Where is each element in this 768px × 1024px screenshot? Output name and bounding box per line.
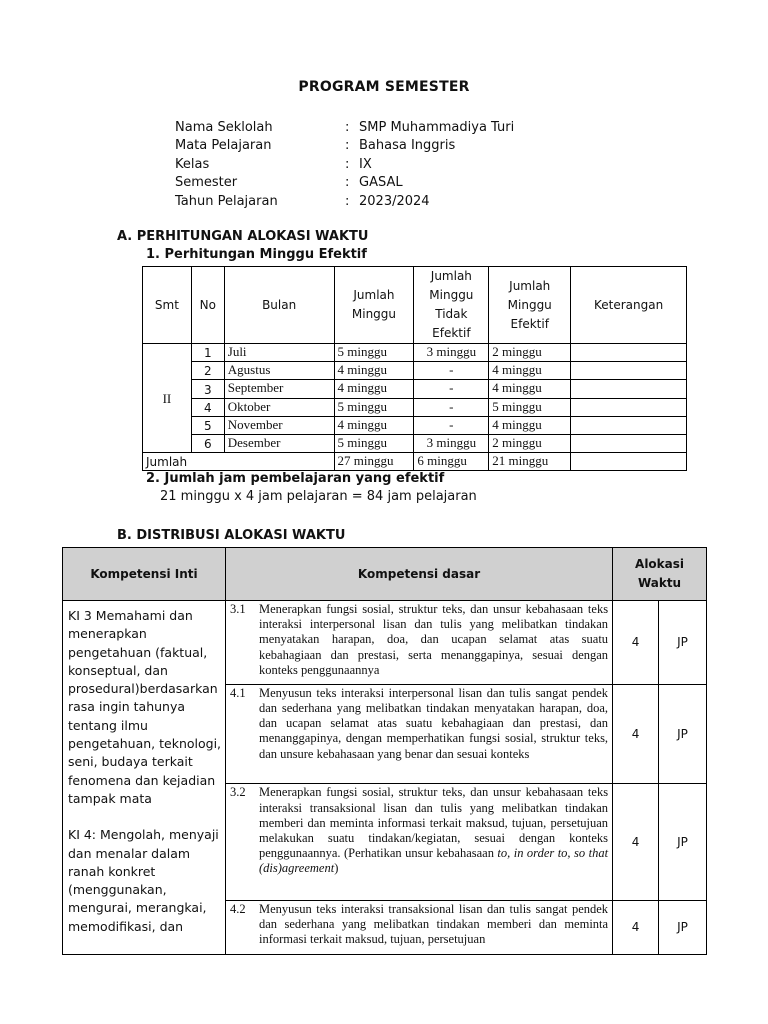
info-label: Kelas [175, 156, 210, 172]
total-jumlah: 27 minggu [334, 453, 414, 471]
info-label: Tahun Pelajaran [175, 193, 278, 209]
hours-calculation: 21 minggu x 4 jam pelajaran = 84 jam pelajaran [160, 489, 477, 504]
header-kd: Kompetensi dasar [225, 548, 612, 601]
row-ket [571, 416, 687, 434]
info-value: IX [359, 156, 372, 172]
row-efektif: 5 minggu [489, 398, 571, 416]
row-ket [571, 380, 687, 398]
info-value: GASAL [359, 175, 403, 191]
kd-text-body: Menerapkan fungsi sosial, struktur teks, dan unsur kebahasaan teks interaksi transaksional lisan dan tulis yang melibatkan tindakan memberi dan meminta informasi terkait maksud, tujuan, persetujuan melakukan suatu tindakan/kegiatan, sesuai dengan konteks penggunaannya. (Perhatikan unsur kebahasaan [258, 785, 609, 861]
aw-number: 4 [613, 900, 659, 954]
kd-number: 4.1 [229, 685, 246, 700]
header-jumlah-minggu: Jumlah Minggu [334, 267, 414, 344]
row-tidak: - [414, 398, 489, 416]
row-efektif: 2 minggu [489, 434, 571, 452]
info-value: Bahasa Inggris [359, 138, 456, 154]
info-colon: : [345, 119, 350, 135]
info-label: Semester [175, 175, 238, 191]
table-total-row [143, 453, 687, 471]
header-bulan: Bulan [224, 267, 334, 344]
kd-text-body: Menerapkan fungsi sosial, struktur teks, dan unsur kebahasaan teks interaksi interpersonal lisan dan tulis yang melibatkan tindakan menyatakan harapan, doa, dan ucapan selamat atas suatu kebahagiaan dan prestasi, serta menanggapinya, sesuai dengan konteks penggunaannya [258, 602, 609, 677]
row-bulan: Juli [224, 344, 334, 362]
row-bulan: Agustus [224, 362, 334, 380]
row-ket [571, 434, 687, 452]
section-b-heading: B. DISTRIBUSI ALOKASI WAKTU [117, 528, 346, 543]
table-row [143, 362, 687, 380]
table-row [143, 416, 687, 434]
row-tidak: - [414, 416, 489, 434]
info-row-semester [175, 174, 514, 193]
aw-unit: JP [659, 900, 707, 954]
table-header-row [63, 548, 707, 601]
header-efektif: Jumlah Minggu Efektif [489, 267, 571, 344]
kompetensi-inti-cell [63, 601, 226, 955]
info-label: Nama Seklolah [175, 119, 273, 135]
info-value: SMP Muhammadiya Turi [359, 119, 515, 135]
row-ket [571, 398, 687, 416]
row-ket [571, 344, 687, 362]
row-jumlah: 5 minggu [334, 398, 414, 416]
kd-number: 3.2 [229, 785, 246, 800]
identity-block [175, 118, 514, 211]
header-ki: Kompetensi Inti [63, 548, 226, 601]
aw-unit: JP [659, 601, 707, 685]
row-no: 2 [191, 362, 224, 380]
row-efektif: 4 minggu [489, 380, 571, 398]
total-label: Jumlah [143, 453, 335, 471]
row-no: 5 [191, 416, 224, 434]
row-efektif: 2 minggu [489, 344, 571, 362]
effective-weeks-table [142, 266, 687, 471]
row-jumlah: 4 minggu [334, 362, 414, 380]
row-efektif: 4 minggu [489, 416, 571, 434]
row-bulan: Desember [224, 434, 334, 452]
row-jumlah: 5 minggu [334, 434, 414, 452]
row-jumlah: 4 minggu [334, 416, 414, 434]
aw-number: 4 [613, 601, 659, 685]
row-tidak: 3 minggu [414, 434, 489, 452]
info-label: Mata Pelajaran [175, 138, 272, 154]
aw-number: 4 [613, 684, 659, 784]
info-colon: : [345, 156, 350, 172]
info-row-class [175, 155, 514, 174]
kd-cell [225, 684, 612, 784]
total-ket [571, 453, 687, 471]
kd-cell [225, 784, 612, 900]
info-row-year [175, 192, 514, 211]
row-no: 6 [191, 434, 224, 452]
time-distribution-table [62, 547, 707, 955]
row-bulan: November [224, 416, 334, 434]
info-colon: : [345, 138, 350, 154]
kd-text [259, 902, 608, 948]
info-row-school [175, 118, 514, 137]
kd-text-body: Menyusun teks interaksi transaksional lisan dan tulis sangat pendek dan sederhana yang melibatkan tindakan memberi dan meminta informasi terkait maksud, tujuan, persetujuan [258, 901, 609, 946]
row-no: 1 [191, 344, 224, 362]
row-tidak: - [414, 362, 489, 380]
subsection-a2-heading: 2. Jumlah jam pembelajaran yang efektif [146, 471, 445, 486]
row-no: 4 [191, 398, 224, 416]
info-colon: : [345, 193, 350, 209]
table-row [143, 344, 687, 362]
header-no: No [191, 267, 224, 344]
table-row [143, 398, 687, 416]
aw-unit: JP [659, 684, 707, 784]
kd-text-tail: ) [334, 861, 339, 876]
kd-text [259, 602, 608, 678]
kd-cell [225, 900, 612, 954]
table-row [143, 434, 687, 452]
header-keterangan: Keterangan [571, 267, 687, 344]
table-row [63, 601, 707, 685]
kd-text-italic: to, in order to, so that (dis)agreement [258, 846, 609, 876]
section-a-heading: A. PERHITUNGAN ALOKASI WAKTU [117, 229, 369, 244]
total-tidak: 6 minggu [414, 453, 489, 471]
row-no: 3 [191, 380, 224, 398]
aw-number: 4 [613, 784, 659, 900]
header-smt: Smt [143, 267, 192, 344]
header-tidak-efektif: Jumlah Minggu Tidak Efektif [414, 267, 489, 344]
info-row-subject [175, 137, 514, 156]
info-colon: : [345, 175, 350, 191]
table-row [143, 380, 687, 398]
row-efektif: 4 minggu [489, 362, 571, 380]
page-title: PROGRAM SEMESTER [298, 79, 470, 95]
row-tidak: 3 minggu [414, 344, 489, 362]
row-tidak: - [414, 380, 489, 398]
ki3-text: KI 3 Memahami dan menerapkan pengetahuan (faktual, konseptual, dan prosedural)berdasarkan rasa ingin tahunya tentang ilmu pengetahuan, teknologi, seni, budaya terkait fenomena dan kejadian tampak mata [68, 608, 222, 806]
header-alokasi-waktu: Alokasi Waktu [613, 548, 707, 601]
row-bulan: Oktober [224, 398, 334, 416]
semester-cell: II [143, 344, 192, 453]
row-jumlah: 5 minggu [334, 344, 414, 362]
subsection-a1-heading: 1. Perhitungan Minggu Efektif [146, 247, 367, 262]
table-header-row [143, 267, 687, 344]
ki4-text: KI 4: Mengolah, menyaji dan menalar dalam ranah konkret (menggunakan, mengurai, merangkai, memodifikasi, dan [68, 827, 219, 934]
row-bulan: September [224, 380, 334, 398]
row-jumlah: 4 minggu [334, 380, 414, 398]
aw-unit: JP [659, 784, 707, 900]
kd-text [259, 686, 608, 762]
row-ket [571, 362, 687, 380]
total-efektif: 21 minggu [489, 453, 571, 471]
info-value: 2023/2024 [359, 193, 430, 209]
kd-text [259, 785, 608, 876]
kd-cell [225, 601, 612, 685]
kd-number: 3.1 [229, 602, 246, 616]
kd-text-body: Menyusun teks interaksi interpersonal lisan dan tulis sangat pendek dan sederhana yang melibatkan tindakan menyatakan harapan, doa, dan ucapan selamat atas suatu kebahagiaan dan prestasi, dan menanggapinya, dengan memperhatikan fungsi sosial, struktur teks, dan unsure kebahasaan yang benar dan sesuai konteks [258, 685, 609, 761]
kd-number: 4.2 [229, 901, 246, 916]
